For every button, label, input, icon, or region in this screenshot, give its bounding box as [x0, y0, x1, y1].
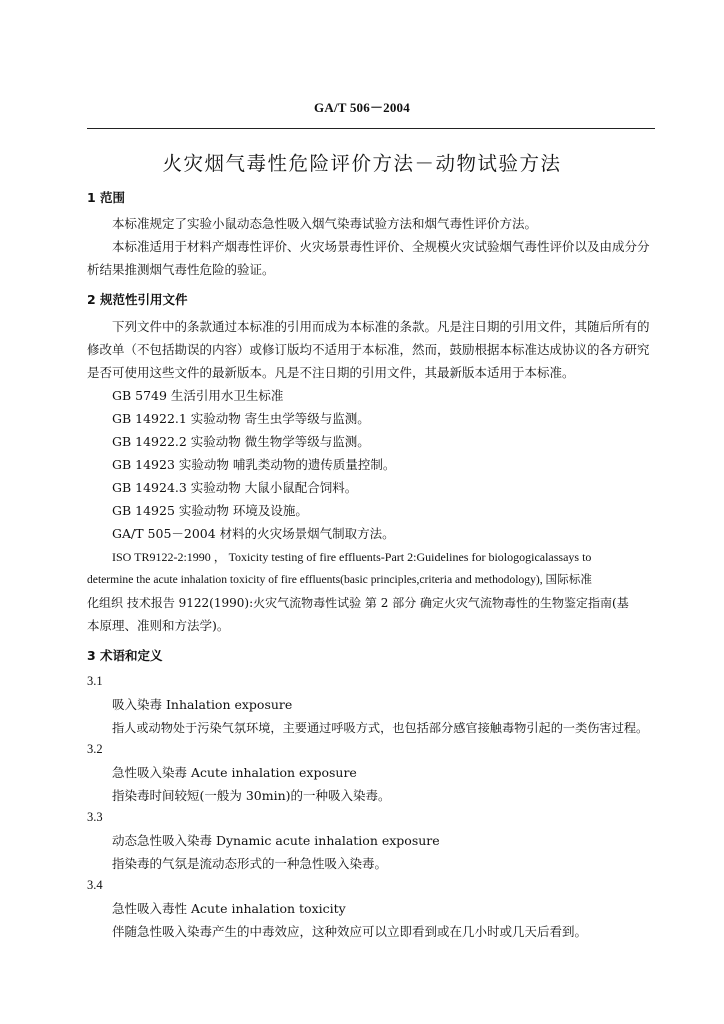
iso-reference-line-2: determine the acute inhalation toxicity of fire effluents(basic principles,criteria and methodology), 国际标准	[87, 573, 592, 586]
reference-item: GA/T 505－2004 材料的火灾场景烟气制取方法。	[112, 526, 395, 541]
reference-item: GB 14925 实验动物 环境及设施。	[112, 503, 308, 518]
reference-item: GB 14922.1 实验动物 寄生虫学等级与监测。	[112, 411, 370, 426]
term-name: 急性吸入毒性 Acute inhalation toxicity	[112, 901, 346, 916]
term-name: 吸入染毒 Inhalation exposure	[112, 697, 293, 712]
header-rule	[87, 128, 655, 129]
section-2-intro-line-2: 修改单（不包括勘误的内容）或修订版均不适用于本标准，然而，鼓励根据本标准达成协议的各方研究	[87, 342, 650, 357]
section-2-intro-line-3: 是否可使用这些文件的最新版本。凡是不注日期的引用文件，其最新版本适用于本标准。	[87, 365, 575, 380]
term-definition: 指染毒的气氛是流动态形式的一种急性吸入染毒。	[112, 856, 388, 871]
section-3-heading: 3 术语和定义	[87, 648, 163, 663]
term-number: 3.3	[87, 810, 103, 824]
reference-item: GB 14924.3 实验动物 大鼠小鼠配合饲料。	[112, 480, 358, 495]
term-definition: 伴随急性吸入染毒产生的中毒效应，这种效应可以立即看到或在几小时或几天后看到。	[112, 924, 588, 939]
iso-reference-line-3: 化组织 技术报告 9122(1990):火灾气流物毒性试验 第 2 部分 确定火灾气流物毒性的生物鉴定指南(基	[87, 596, 629, 610]
section-1-paragraph-1: 本标准规定了实验小鼠动态急性吸入烟气染毒试验方法和烟气毒性评价方法。	[112, 216, 538, 231]
term-name: 急性吸入染毒 Acute inhalation exposure	[112, 765, 357, 780]
term-number: 3.2	[87, 742, 103, 756]
section-2-intro-line-1: 下列文件中的条款通过本标准的引用而成为本标准的条款。凡是注日期的引用文件，其随后所有的	[112, 319, 650, 334]
term-definition: 指染毒时间较短(一般为 30min)的一种吸入染毒。	[112, 788, 391, 803]
term-definition: 指人或动物处于污染气氛环境，主要通过呼吸方式，也包括部分感官接触毒物引起的一类伤害过程。	[112, 721, 649, 735]
term-number: 3.1	[87, 674, 103, 688]
section-1-paragraph-2-line-1: 本标准适用于材料产烟毒性评价、火灾场景毒性评价、全规模火灾试验烟气毒性评价以及由成分分	[112, 239, 650, 254]
section-1-heading: 1 范围	[87, 190, 126, 205]
section-1-paragraph-2-line-2: 析结果推测烟气毒性危险的验证。	[87, 262, 275, 277]
document-title: 火灾烟气毒性危险评价方法－动物试验方法	[162, 152, 562, 175]
reference-item: GB 14923 实验动物 哺乳类动物的遗传质量控制。	[112, 457, 396, 472]
term-name: 动态急性吸入染毒 Dynamic acute inhalation exposure	[112, 833, 440, 848]
iso-reference-line-1: ISO TR9122-2:1990 ， Toxicity testing of fire effluents-Part 2:Guidelines for biologogicalassays to	[112, 550, 592, 564]
section-2-heading: 2 规范性引用文件	[87, 292, 188, 307]
iso-reference-line-4: 本原理、准则和方法学)。	[87, 618, 230, 633]
reference-item: GB 5749 生活引用水卫生标准	[112, 388, 284, 403]
term-number: 3.4	[87, 878, 103, 892]
reference-item: GB 14922.2 实验动物 微生物学等级与监测。	[112, 434, 370, 449]
standard-code-header: GA/T 506－2004	[314, 100, 410, 115]
